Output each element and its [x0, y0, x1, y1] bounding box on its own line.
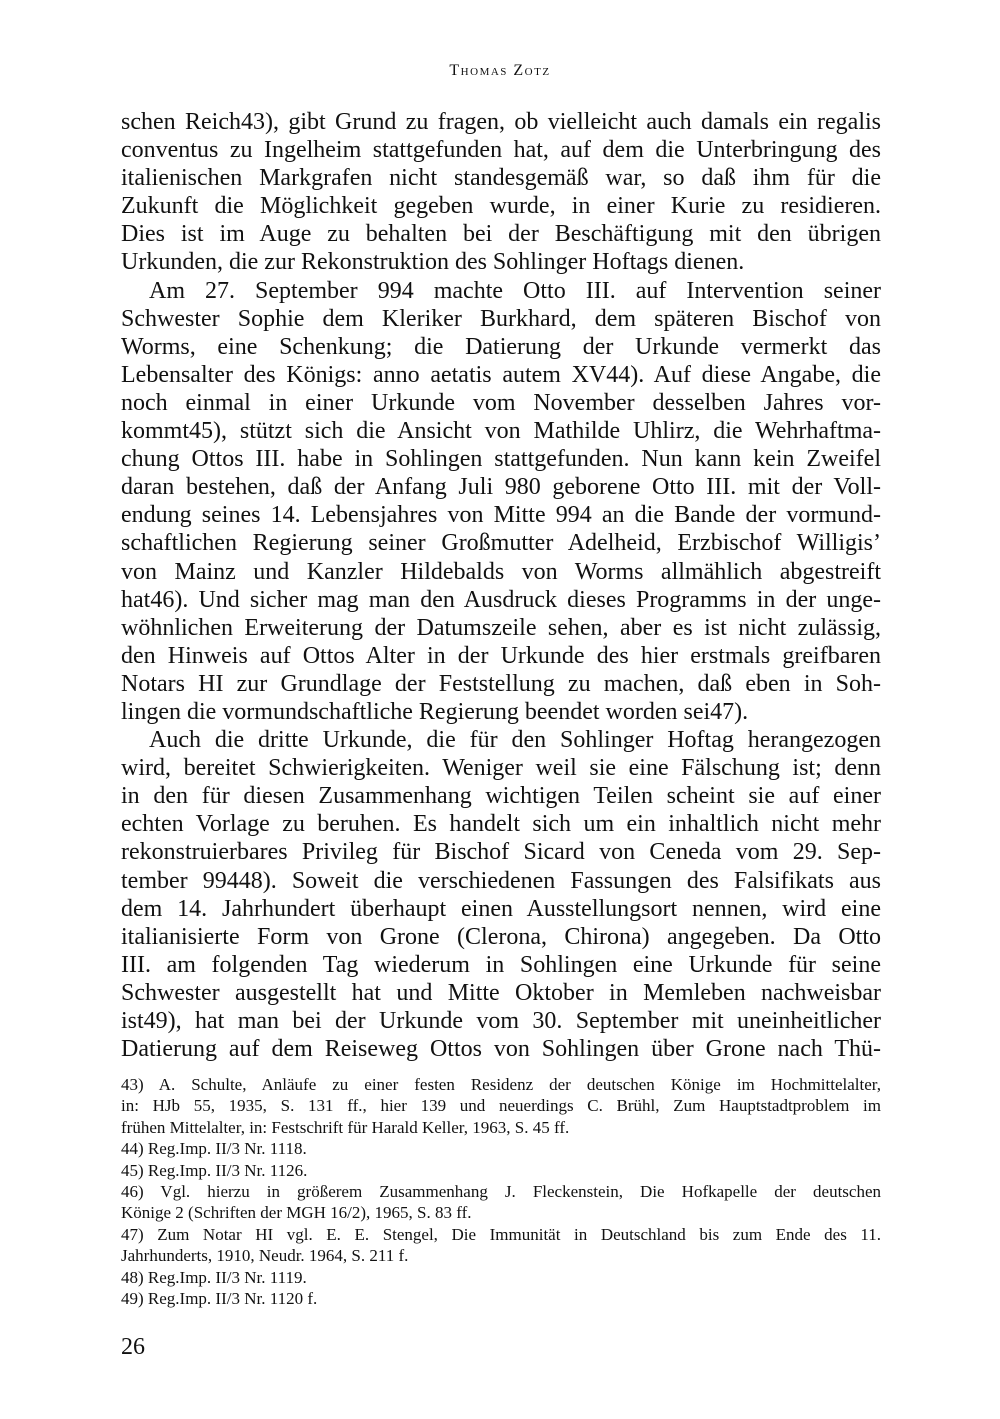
text-line: Notars HI zur Grundlage der Feststellung zu machen, daß eben in Soh-: [121, 670, 881, 697]
text-line: den Hinweis auf Ottos Alter in der Urkunde des hier erstmals greifbaren: [121, 642, 881, 669]
text-line: schen Reich43), gibt Grund zu fragen, ob vielleicht auch damals ein regalis: [121, 109, 881, 135]
text-line: tember 99448). Soweit die verschiedenen Fassungen des Falsifikats aus: [121, 867, 881, 894]
text-line: III. am folgenden Tag wiederum in Sohlingen eine Urkunde für seine: [121, 951, 881, 978]
text-line: endung seines 14. Lebensjahres von Mitte 994 an die Bande der vormund-: [121, 502, 881, 529]
text-line: von Mainz und Kanzler Hildebalds von Worms allmählich abgestreift: [121, 558, 881, 585]
page-number: 26: [121, 1334, 145, 1360]
footnote-line: 48) Reg.Imp. II/3 Nr. 1119.: [121, 1267, 307, 1287]
text-line: in den für diesen Zusammenhang wichtigen Teilen scheint sie auf einer: [121, 783, 881, 810]
footnote-line: 47) Zum Notar HI vgl. E. E. Stengel, Die Immunität in Deutschland bis zum Ende des 11.: [121, 1224, 881, 1244]
text-line: rekonstruierbares Privileg für Bischof Sicard von Ceneda vom 29. Sep-: [121, 839, 881, 866]
footnote-line: Jahrhunderts, 1910, Neudr. 1964, S. 211 f.: [121, 1246, 409, 1266]
footnote-line: Könige 2 (Schriften der MGH 16/2), 1965, S. 83 ff.: [121, 1203, 472, 1223]
footnote-line: 44) Reg.Imp. II/3 Nr. 1118.: [121, 1139, 307, 1159]
text-line: kommt45), stützt sich die Ansicht von Mathilde Uhlirz, die Wehrhaftma-: [121, 418, 881, 445]
text-line: Zukunft die Möglichkeit gegeben wurde, in einer Kurie zu residieren.: [121, 193, 881, 220]
text-line: Worms, eine Schenkung; die Datierung der Urkunde vermerkt das: [121, 333, 881, 360]
text-line: daran bestehen, daß der Anfang Juli 980 geborene Otto III. mit der Voll-: [121, 474, 881, 501]
footnote-line: 45) Reg.Imp. II/3 Nr. 1126.: [121, 1160, 308, 1180]
text-line: Lebensalter des Königs: anno aetatis autem XV44). Auf diese Angabe, die: [121, 361, 881, 388]
text-line: hat46). Und sicher mag man den Ausdruck dieses Programms in der unge-: [121, 586, 881, 613]
text-line: wird, bereitet Schwierigkeiten. Weniger weil sie eine Fälschung ist; denn: [121, 755, 881, 782]
text-line: italienischen Markgrafen nicht standesgemäß war, so daß ihm für die: [121, 165, 881, 192]
footnotes: [121, 1074, 881, 1309]
text-line: conventus zu Ingelheim stattgefunden hat, auf dem die Unterbringung des: [121, 137, 881, 164]
text-line: ist49), hat man bei der Urkunde vom 30. September mit uneinheitlicher: [121, 1008, 881, 1034]
text-line: Urkunden, die zur Rekonstruktion des Sohlinger Hoftags dienen.: [121, 249, 745, 276]
running-head: Thomas Zotz: [449, 62, 551, 79]
text-line: wöhnlichen Erweiterung der Datumszeile sehen, aber es ist nicht zulässig,: [121, 614, 881, 641]
text-line: Am 27. September 994 machte Otto III. auf Intervention seiner: [149, 277, 881, 304]
footnote-line: 43) A. Schulte, Anläufe zu einer festen Residenz der deutschen Könige im Hochmittelalter,: [121, 1075, 881, 1094]
text-line: Schwester ausgestellt hat und Mitte Oktober in Memleben nachweisbar: [121, 979, 881, 1006]
footnote-line: 49) Reg.Imp. II/3 Nr. 1120 f.: [121, 1288, 318, 1308]
text-line: Auch die dritte Urkunde, die für den Sohlinger Hoftag herangezogen: [149, 727, 881, 754]
text-line: echten Vorlage zu beruhen. Es handelt sich um ein inhaltlich nicht mehr: [121, 811, 881, 838]
footnote-line: in: HJb 55, 1935, S. 131 ff., hier 139 und neuerdings C. Brühl, Zum Hauptstadtproblem im: [121, 1096, 881, 1116]
text-line: schaftlichen Regierung seiner Großmutter Adelheid, Erzbischof Willigis’: [121, 530, 881, 557]
footnote-line: 46) Vgl. hierzu in größerem Zusammenhang J. Fleckenstein, Die Hofkapelle der deutschen: [121, 1181, 881, 1201]
footnote-line: frühen Mittelalter, in: Festschrift für Harald Keller, 1963, S. 45 ff.: [121, 1117, 570, 1137]
text-line: Datierung auf dem Reiseweg Ottos von Sohlingen über Grone nach Thü-: [121, 1036, 881, 1063]
text-line: chung Ottos III. habe in Sohlingen stattgefunden. Nun kann kein Zweifel: [121, 446, 881, 473]
text-line: Schwester Sophie dem Kleriker Burkhard, dem späteren Bischof von: [121, 305, 881, 332]
body-text: [121, 108, 881, 1063]
text-line: noch einmal in einer Urkunde vom November desselben Jahres vor-: [121, 389, 881, 416]
text-line: Dies ist im Auge zu behalten bei der Beschäftigung mit den übrigen: [121, 221, 881, 248]
text-line: lingen die vormundschaftliche Regierung beendet worden sei47).: [121, 698, 749, 725]
text-line: italianisierte Form von Grone (Clerona, Chirona) angegeben. Da Otto: [121, 923, 881, 950]
text-line: dem 14. Jahrhundert überhaupt einen Ausstellungsort nennen, wird eine: [121, 895, 881, 922]
